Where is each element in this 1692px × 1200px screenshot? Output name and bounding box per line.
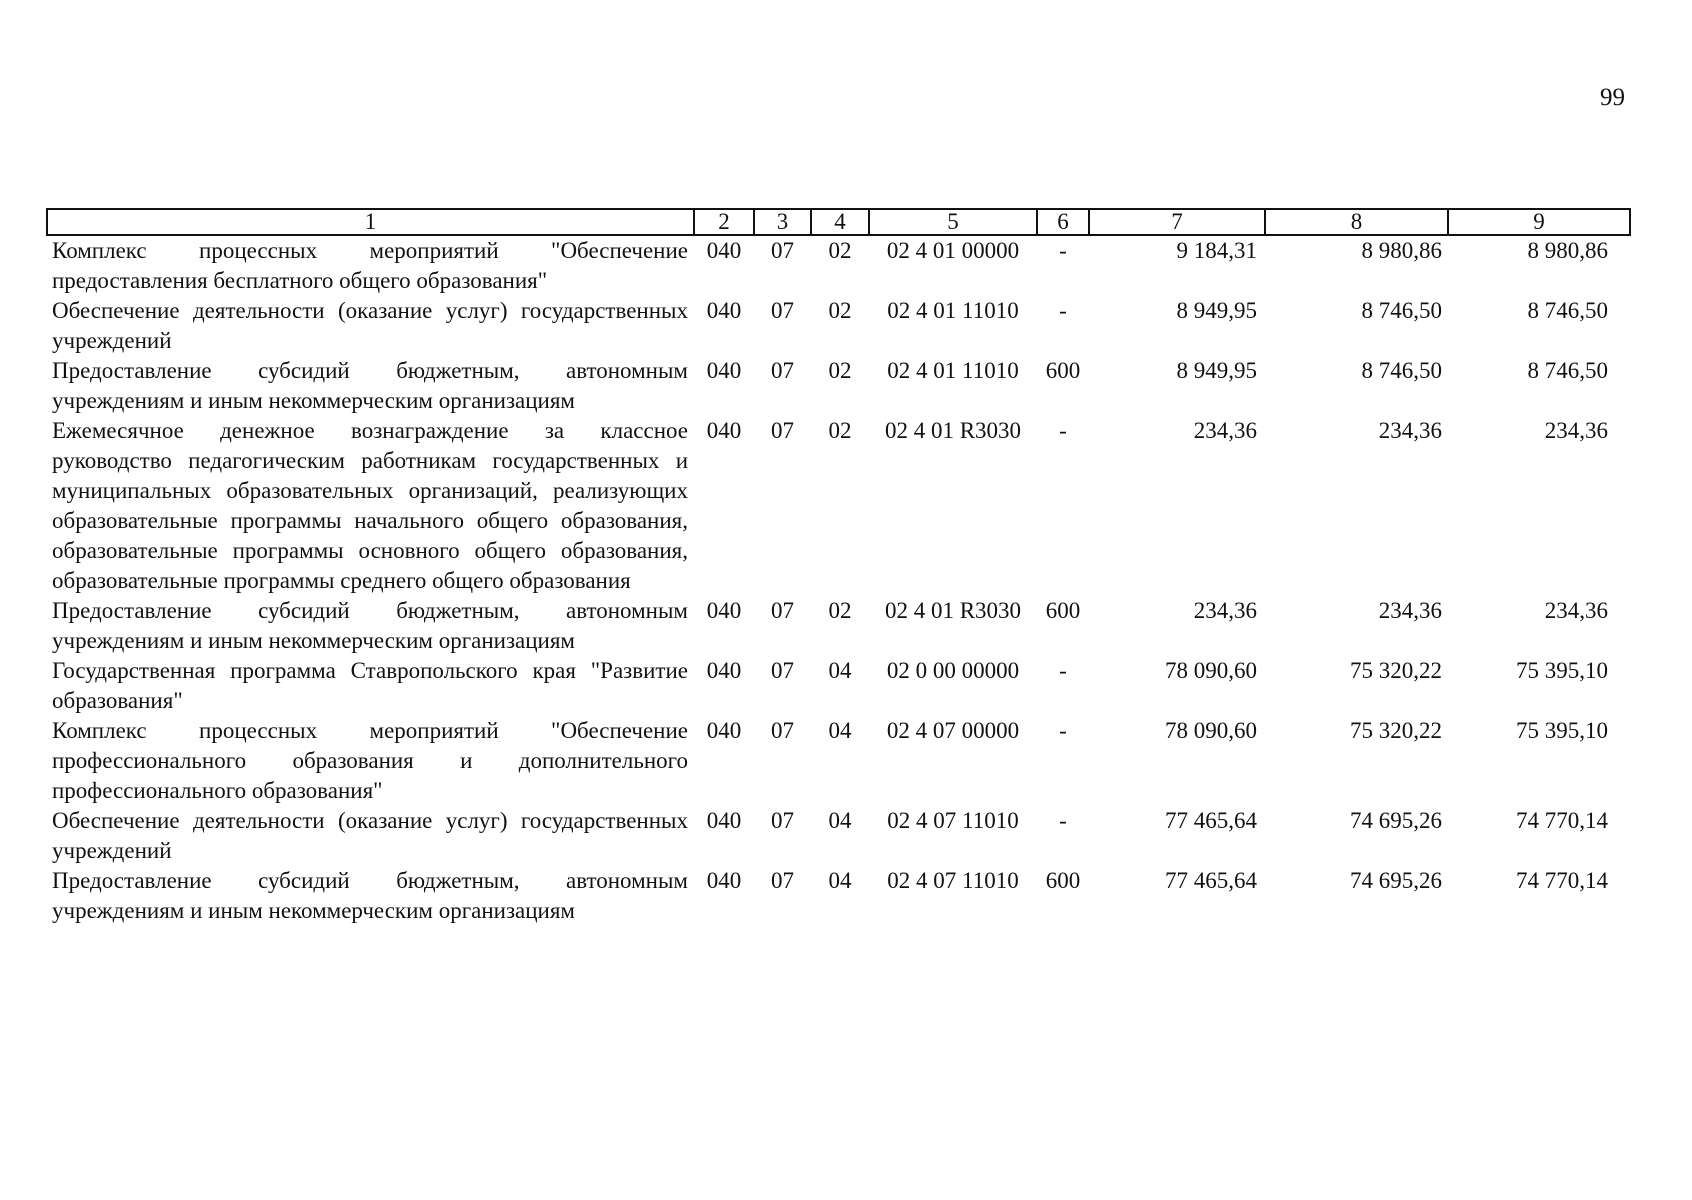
cell-subsection: 02 — [828, 598, 852, 623]
table-row — [47, 596, 1630, 656]
cell-amount-col8: 234,36 — [1378, 418, 1442, 443]
cell-admin-code: 040 — [706, 298, 742, 323]
cell-admin-code: 040 — [706, 808, 742, 833]
cell-amount-col8: 8 746,50 — [1361, 358, 1442, 383]
table-row — [47, 656, 1630, 716]
cell-section: 07 — [771, 238, 794, 263]
cell-target-article: 02 4 01 00000 — [886, 238, 1020, 263]
cell-target-article: 02 4 01 R3030 — [884, 598, 1022, 623]
table-body — [47, 235, 1630, 926]
cell-section: 07 — [771, 658, 794, 683]
cell-admin-code: 040 — [706, 718, 742, 743]
cell-subsection: 02 — [828, 298, 852, 323]
cell-amount-col8: 74 695,26 — [1350, 868, 1442, 893]
row-name — [47, 356, 694, 416]
cell-amount-col9: 8 746,50 — [1527, 298, 1608, 323]
cell-section: 07 — [771, 808, 794, 833]
column-header-4: 4 — [811, 209, 869, 235]
column-header-7: 7 — [1089, 209, 1265, 235]
cell-expense-type: 600 — [1045, 598, 1081, 623]
table-row — [47, 356, 1630, 416]
cell-expense-type: - — [1059, 658, 1067, 683]
table-row — [47, 235, 1630, 296]
cell-subsection: 04 — [828, 658, 852, 683]
row-label: Обеспечение деятельности (оказание услуг) государственных учреждений — [52, 808, 688, 863]
cell-amount-col8: 75 320,22 — [1350, 718, 1442, 743]
cell-amount-col7: 9 184,31 — [1176, 238, 1257, 263]
cell-admin-code: 040 — [706, 358, 742, 383]
cell-target-article: 02 4 01 11010 — [887, 298, 1019, 323]
row-label: Предоставление субсидий бюджетным, автономным учреждениям и иным некоммерческим организациям — [52, 868, 688, 923]
column-header-1: 1 — [47, 209, 694, 235]
row-label: Государственная программа Ставропольского края "Развитие образования" — [52, 658, 688, 713]
cell-amount-col9: 74 770,14 — [1516, 808, 1608, 833]
table-row — [47, 866, 1630, 926]
row-name — [47, 296, 694, 356]
cell-amount-col7: 8 949,95 — [1176, 358, 1257, 383]
cell-admin-code: 040 — [706, 238, 742, 263]
cell-amount-col7: 77 465,64 — [1165, 868, 1257, 893]
cell-admin-code: 040 — [706, 658, 742, 683]
row-name — [47, 235, 694, 296]
cell-amount-col9: 8 980,86 — [1527, 238, 1608, 263]
column-header-6: 6 — [1037, 209, 1089, 235]
cell-amount-col8: 8 980,86 — [1361, 238, 1442, 263]
cell-subsection: 04 — [828, 808, 852, 833]
cell-section: 07 — [771, 358, 794, 383]
cell-expense-type: - — [1059, 238, 1067, 263]
cell-expense-type: 600 — [1045, 868, 1081, 893]
budget-table — [46, 208, 1631, 926]
table-row — [47, 296, 1630, 356]
row-name — [47, 596, 694, 656]
table-row — [47, 716, 1630, 806]
cell-section: 07 — [771, 598, 794, 623]
cell-admin-code: 040 — [706, 598, 742, 623]
table-header-row — [47, 209, 1630, 235]
row-label: Обеспечение деятельности (оказание услуг) государственных учреждений — [52, 298, 688, 353]
row-name — [47, 716, 694, 806]
row-label: Комплекс процессных мероприятий "Обеспечение предоставления бесплатного общего образования" — [52, 238, 688, 293]
cell-section: 07 — [771, 718, 794, 743]
cell-subsection: 02 — [828, 418, 852, 443]
cell-amount-col9: 8 746,50 — [1527, 358, 1608, 383]
cell-target-article: 02 4 01 R3030 — [884, 418, 1022, 443]
column-header-2: 2 — [694, 209, 754, 235]
cell-amount-col9: 75 395,10 — [1516, 718, 1608, 743]
row-label: Предоставление субсидий бюджетным, автономным учреждениям и иным некоммерческим организациям — [52, 358, 688, 413]
cell-subsection: 02 — [828, 358, 852, 383]
cell-expense-type: - — [1059, 808, 1067, 833]
row-name — [47, 656, 694, 716]
cell-section: 07 — [771, 418, 794, 443]
cell-target-article: 02 4 07 11010 — [887, 868, 1019, 893]
cell-amount-col8: 234,36 — [1378, 598, 1442, 623]
cell-target-article: 02 4 07 00000 — [886, 718, 1020, 743]
cell-admin-code: 040 — [706, 418, 742, 443]
cell-subsection: 02 — [828, 238, 852, 263]
cell-section: 07 — [771, 298, 794, 323]
row-name — [47, 416, 694, 596]
cell-subsection: 04 — [828, 718, 852, 743]
cell-target-article: 02 4 07 11010 — [887, 808, 1019, 833]
cell-amount-col8: 74 695,26 — [1350, 808, 1442, 833]
cell-target-article: 02 4 01 11010 — [887, 358, 1019, 383]
cell-amount-col8: 8 746,50 — [1361, 298, 1442, 323]
cell-amount-col8: 75 320,22 — [1350, 658, 1442, 683]
cell-amount-col9: 234,36 — [1544, 418, 1608, 443]
row-label: Предоставление субсидий бюджетным, автономным учреждениям и иным некоммерческим организациям — [52, 598, 688, 653]
cell-expense-type: - — [1059, 418, 1067, 443]
column-header-5: 5 — [869, 209, 1037, 235]
row-name — [47, 866, 694, 926]
column-header-8: 8 — [1265, 209, 1448, 235]
cell-amount-col9: 75 395,10 — [1516, 658, 1608, 683]
page-number: 99 — [1600, 84, 1625, 111]
cell-expense-type: 600 — [1045, 358, 1081, 383]
cell-amount-col7: 8 949,95 — [1176, 298, 1257, 323]
row-name — [47, 806, 694, 866]
cell-target-article: 02 0 00 00000 — [886, 658, 1020, 683]
table-row — [47, 806, 1630, 866]
cell-amount-col9: 234,36 — [1544, 598, 1608, 623]
row-label: Комплекс процессных мероприятий "Обеспечение профессионального образования и дополнительного профессионального образования" — [52, 718, 688, 803]
cell-amount-col9: 74 770,14 — [1516, 868, 1608, 893]
cell-amount-col7: 234,36 — [1193, 598, 1257, 623]
row-label: Ежемесячное денежное вознаграждение за классное руководство педагогическим работникам государственных и муниципальных образовательных организаций, реализующих образовательные программы начального общего образования, образовательные программы основного общего образования, образовательные программы среднего общего образования — [52, 418, 688, 593]
cell-subsection: 04 — [828, 868, 852, 893]
cell-admin-code: 040 — [706, 868, 742, 893]
column-header-9: 9 — [1448, 209, 1630, 235]
cell-amount-col7: 77 465,64 — [1165, 808, 1257, 833]
cell-amount-col7: 78 090,60 — [1165, 658, 1257, 683]
table-row — [47, 416, 1630, 596]
column-header-3: 3 — [754, 209, 811, 235]
cell-section: 07 — [771, 868, 794, 893]
cell-expense-type: - — [1059, 718, 1067, 743]
cell-amount-col7: 234,36 — [1193, 418, 1257, 443]
cell-expense-type: - — [1059, 298, 1067, 323]
cell-amount-col7: 78 090,60 — [1165, 718, 1257, 743]
